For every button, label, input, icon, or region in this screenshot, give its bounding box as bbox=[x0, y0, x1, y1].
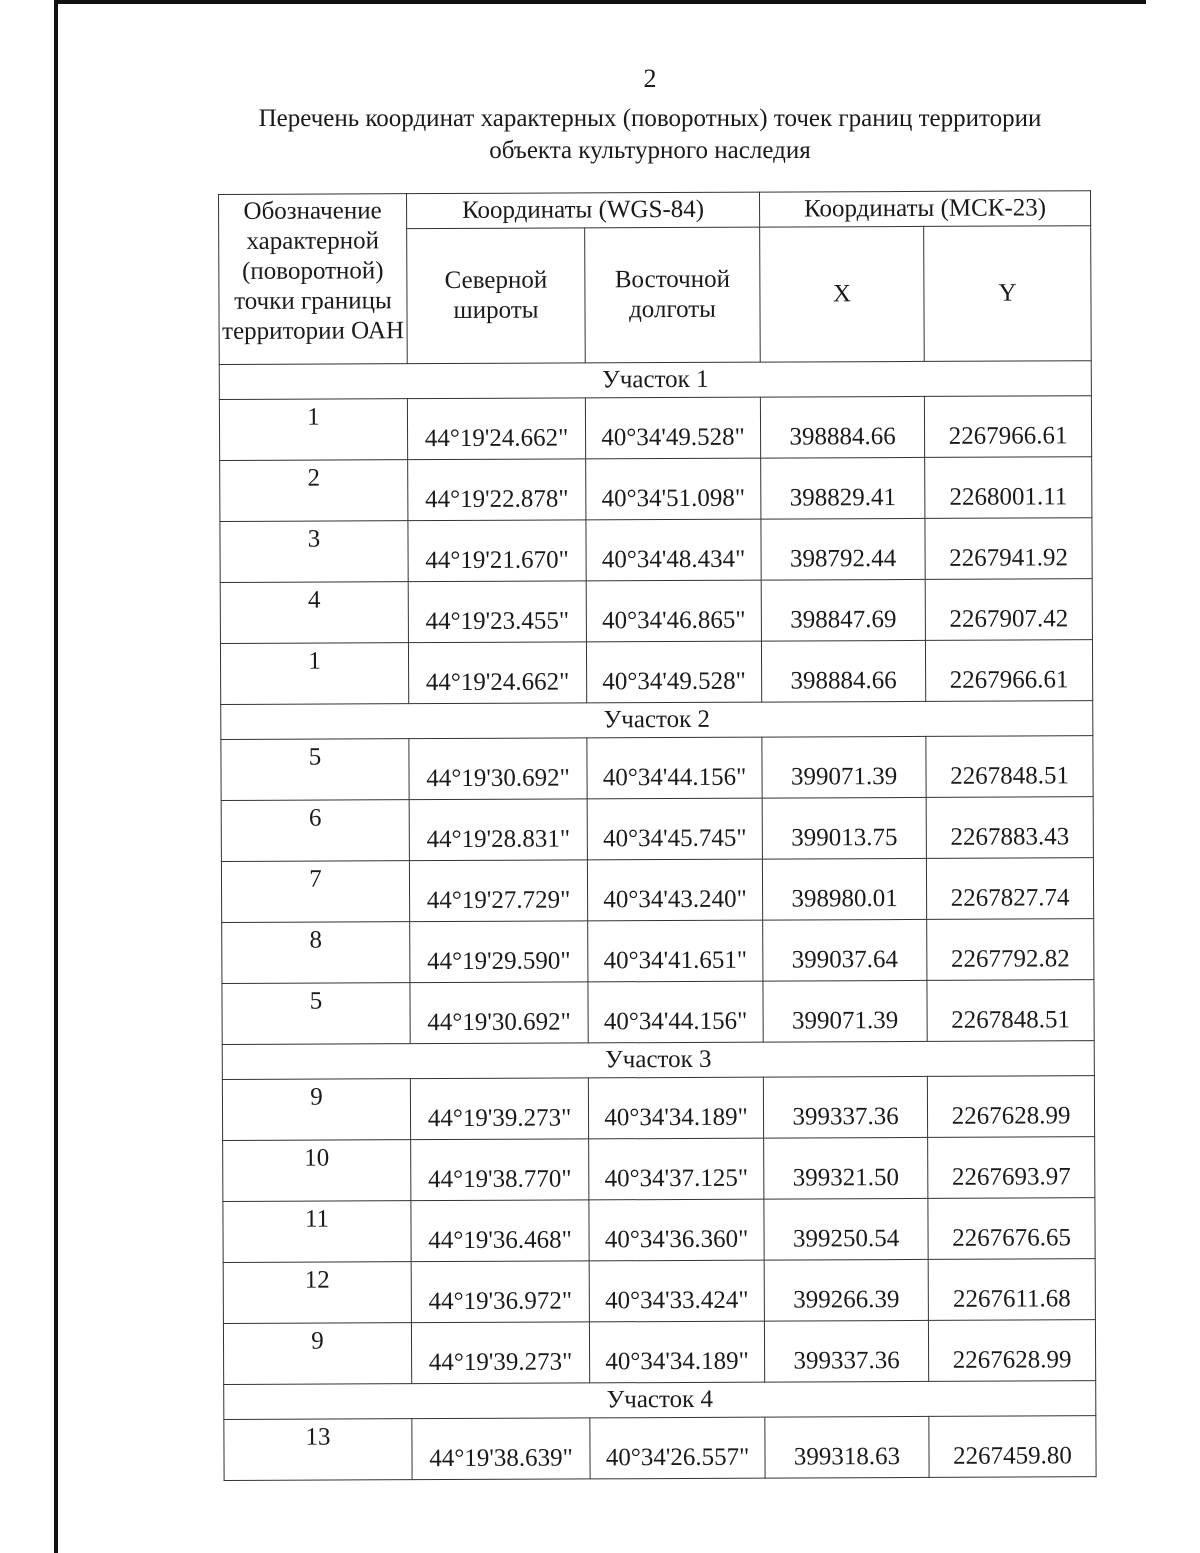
cell-latitude: 44°19'38.639" bbox=[412, 1418, 590, 1480]
cell-latitude: 44°19'28.831" bbox=[409, 799, 587, 861]
cell-x: 398884.66 bbox=[760, 396, 924, 458]
table-row bbox=[220, 640, 1092, 705]
cell-x: 398829.41 bbox=[761, 457, 925, 519]
cell-x: 399337.36 bbox=[763, 1076, 927, 1138]
cell-x: 399250.54 bbox=[764, 1198, 928, 1260]
cell-latitude: 44°19'30.692" bbox=[410, 982, 588, 1044]
table-row bbox=[221, 736, 1093, 801]
document-title-line-1: Перечень координат характерных (поворотных) точек границ территории bbox=[258, 105, 1042, 132]
cell-latitude: 44°19'24.662" bbox=[407, 398, 585, 460]
cell-point-id: 2 bbox=[220, 460, 408, 522]
cell-latitude: 44°19'36.972" bbox=[411, 1261, 589, 1323]
cell-longitude: 40°34'34.189" bbox=[588, 1077, 763, 1139]
table-row bbox=[222, 919, 1094, 984]
cell-longitude: 40°34'45.745" bbox=[587, 798, 762, 860]
table-row bbox=[222, 980, 1094, 1045]
table-row bbox=[223, 1320, 1095, 1385]
cell-latitude: 44°19'22.878" bbox=[408, 459, 586, 521]
cell-y: 2267907.42 bbox=[925, 579, 1092, 641]
cell-point-id: 6 bbox=[221, 800, 409, 862]
cell-y: 2267693.97 bbox=[928, 1137, 1095, 1199]
cell-point-id: 7 bbox=[221, 861, 409, 923]
cell-longitude: 40°34'44.156" bbox=[588, 981, 763, 1043]
table-row bbox=[223, 1198, 1095, 1263]
cell-point-id: 10 bbox=[223, 1140, 411, 1202]
section-row bbox=[219, 361, 1091, 400]
table-row bbox=[223, 1259, 1095, 1324]
section-row bbox=[224, 1381, 1096, 1420]
cell-longitude: 40°34'34.189" bbox=[589, 1321, 764, 1383]
cell-point-id: 8 bbox=[222, 922, 410, 984]
table-header bbox=[219, 191, 1092, 365]
cell-point-id: 3 bbox=[220, 521, 408, 583]
header-latitude: Северной широты bbox=[407, 228, 586, 364]
cell-longitude: 40°34'33.424" bbox=[589, 1260, 764, 1322]
cell-longitude: 40°34'37.125" bbox=[589, 1138, 764, 1200]
cell-latitude: 44°19'23.455" bbox=[408, 581, 586, 643]
cell-y: 2267827.74 bbox=[926, 858, 1093, 920]
cell-latitude: 44°19'36.468" bbox=[411, 1200, 589, 1262]
cell-y: 2267628.99 bbox=[928, 1320, 1095, 1382]
table-row bbox=[223, 1137, 1095, 1202]
cell-y: 2267792.82 bbox=[927, 919, 1094, 981]
cell-y: 2267676.65 bbox=[928, 1198, 1095, 1260]
cell-point-id: 4 bbox=[220, 582, 408, 644]
cell-latitude: 44°19'39.273" bbox=[410, 1078, 588, 1140]
scan-edge-top bbox=[56, 0, 1146, 4]
cell-point-id: 12 bbox=[223, 1262, 411, 1324]
cell-longitude: 40°34'43.240" bbox=[587, 859, 762, 921]
cell-latitude: 44°19'39.273" bbox=[411, 1322, 589, 1384]
cell-y: 2267883.43 bbox=[926, 797, 1093, 859]
section-title: Участок 4 bbox=[224, 1381, 1096, 1420]
cell-x: 398884.66 bbox=[761, 640, 925, 702]
header-msk23-group: Координаты (МСК-23) bbox=[759, 191, 1090, 227]
cell-x: 398980.01 bbox=[762, 858, 926, 920]
cell-latitude: 44°19'21.670" bbox=[408, 520, 586, 582]
cell-point-id: 1 bbox=[220, 643, 408, 705]
cell-longitude: 40°34'49.528" bbox=[586, 641, 761, 703]
document-title bbox=[190, 103, 1110, 167]
cell-point-id: 13 bbox=[224, 1419, 412, 1481]
cell-longitude: 40°34'51.098" bbox=[586, 458, 761, 520]
section-title: Участок 2 bbox=[221, 701, 1093, 740]
cell-longitude: 40°34'44.156" bbox=[587, 737, 762, 799]
coordinates-table bbox=[218, 190, 1097, 1481]
cell-x: 398847.69 bbox=[761, 579, 925, 641]
scan-edge-left bbox=[54, 0, 58, 1553]
header-y: Y bbox=[924, 226, 1092, 362]
cell-x: 398792.44 bbox=[761, 518, 925, 580]
cell-latitude: 44°19'29.590" bbox=[410, 921, 588, 983]
cell-longitude: 40°34'41.651" bbox=[588, 920, 763, 982]
document-title-line-2: объекта культурного наследия bbox=[489, 137, 811, 164]
header-longitude: Восточной долготы bbox=[585, 227, 761, 363]
cell-y: 2267941.92 bbox=[925, 518, 1092, 580]
table-row bbox=[222, 1076, 1094, 1141]
section-title: Участок 1 bbox=[219, 361, 1091, 400]
cell-longitude: 40°34'36.360" bbox=[589, 1199, 764, 1261]
cell-y: 2267848.51 bbox=[926, 736, 1093, 798]
cell-x: 399071.39 bbox=[763, 980, 927, 1042]
cell-longitude: 40°34'26.557" bbox=[590, 1417, 765, 1479]
cell-latitude: 44°19'30.692" bbox=[409, 738, 587, 800]
cell-x: 399266.39 bbox=[764, 1259, 928, 1321]
table-row bbox=[220, 518, 1092, 583]
cell-point-id: 5 bbox=[222, 983, 410, 1045]
cell-y: 2267966.61 bbox=[925, 640, 1092, 702]
cell-x: 399337.36 bbox=[764, 1320, 928, 1382]
table-row bbox=[224, 1416, 1096, 1481]
table-row bbox=[219, 396, 1091, 461]
cell-y: 2268001.11 bbox=[925, 457, 1092, 519]
cell-y: 2267848.51 bbox=[927, 980, 1094, 1042]
table-row bbox=[221, 858, 1093, 923]
header-row-1 bbox=[219, 191, 1091, 230]
cell-point-id: 1 bbox=[219, 399, 407, 461]
table-row bbox=[221, 797, 1093, 862]
table-row bbox=[220, 457, 1092, 522]
cell-y: 2267966.61 bbox=[924, 396, 1091, 458]
header-x: X bbox=[760, 226, 925, 362]
table-body bbox=[219, 361, 1096, 1481]
cell-x: 399037.64 bbox=[763, 919, 927, 981]
page-number: 2 bbox=[643, 64, 657, 93]
cell-point-id: 9 bbox=[222, 1079, 410, 1141]
section-title: Участок 3 bbox=[222, 1041, 1094, 1080]
cell-y: 2267459.80 bbox=[929, 1416, 1096, 1478]
header-designation: Обозначение характерной (поворотной) точки границы территории ОАН bbox=[219, 194, 408, 365]
cell-longitude: 40°34'49.528" bbox=[585, 397, 760, 459]
cell-x: 399071.39 bbox=[762, 736, 926, 798]
cell-longitude: 40°34'48.434" bbox=[586, 519, 761, 581]
section-row bbox=[222, 1041, 1094, 1080]
cell-x: 399013.75 bbox=[762, 797, 926, 859]
cell-point-id: 11 bbox=[223, 1201, 411, 1263]
cell-longitude: 40°34'46.865" bbox=[586, 580, 761, 642]
cell-latitude: 44°19'24.662" bbox=[408, 642, 586, 704]
cell-latitude: 44°19'38.770" bbox=[411, 1139, 589, 1201]
cell-y: 2267628.99 bbox=[927, 1076, 1094, 1138]
cell-y: 2267611.68 bbox=[928, 1259, 1095, 1321]
cell-point-id: 5 bbox=[221, 739, 409, 801]
cell-x: 399318.63 bbox=[765, 1416, 929, 1478]
cell-latitude: 44°19'27.729" bbox=[409, 860, 587, 922]
cell-point-id: 9 bbox=[223, 1323, 411, 1385]
cell-x: 399321.50 bbox=[764, 1137, 928, 1199]
header-wgs84-group: Координаты (WGS-84) bbox=[407, 192, 760, 229]
table-row bbox=[220, 579, 1092, 644]
section-row bbox=[221, 701, 1093, 740]
